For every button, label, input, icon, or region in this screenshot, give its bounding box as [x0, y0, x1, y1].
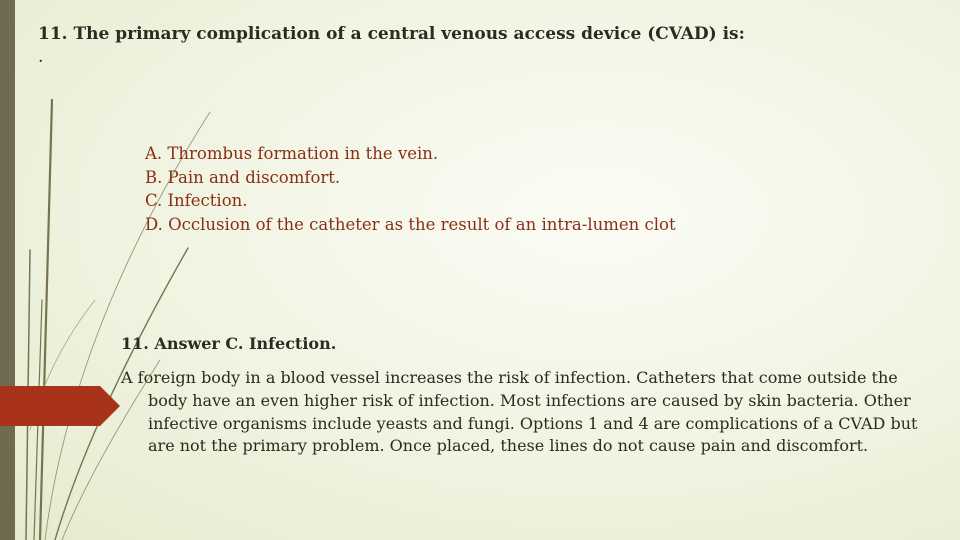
answer-options-list [145, 142, 676, 237]
option-c: C. Infection. [145, 191, 248, 211]
question-dot: . [38, 47, 44, 67]
option-a: A. Thrombus formation in the vein. [145, 144, 439, 163]
option-d: D. Occlusion of the catheter as the result of an intra-lumen clot [145, 215, 676, 235]
question-title: 11. The primary complication of a central venous access device (CVAD) is: [38, 24, 745, 44]
option-b: B. Pain and discomfort. [145, 167, 341, 187]
answer-title: 11. Answer C. Infection. [121, 334, 337, 353]
answer-explanation: A foreign body in a blood vessel increases the risk of infection. Catheters that come outside the body have an even higher risk of infection. Most infections are caused by skin bacteria. Other infective organisms include yeasts and fungi. Options 1 and 4 are complications of a CVAD but are not the primary problem. Once placed, these lines do not cause pain and discomfort. [121, 368, 918, 456]
accent-arrow-shape [0, 386, 120, 426]
